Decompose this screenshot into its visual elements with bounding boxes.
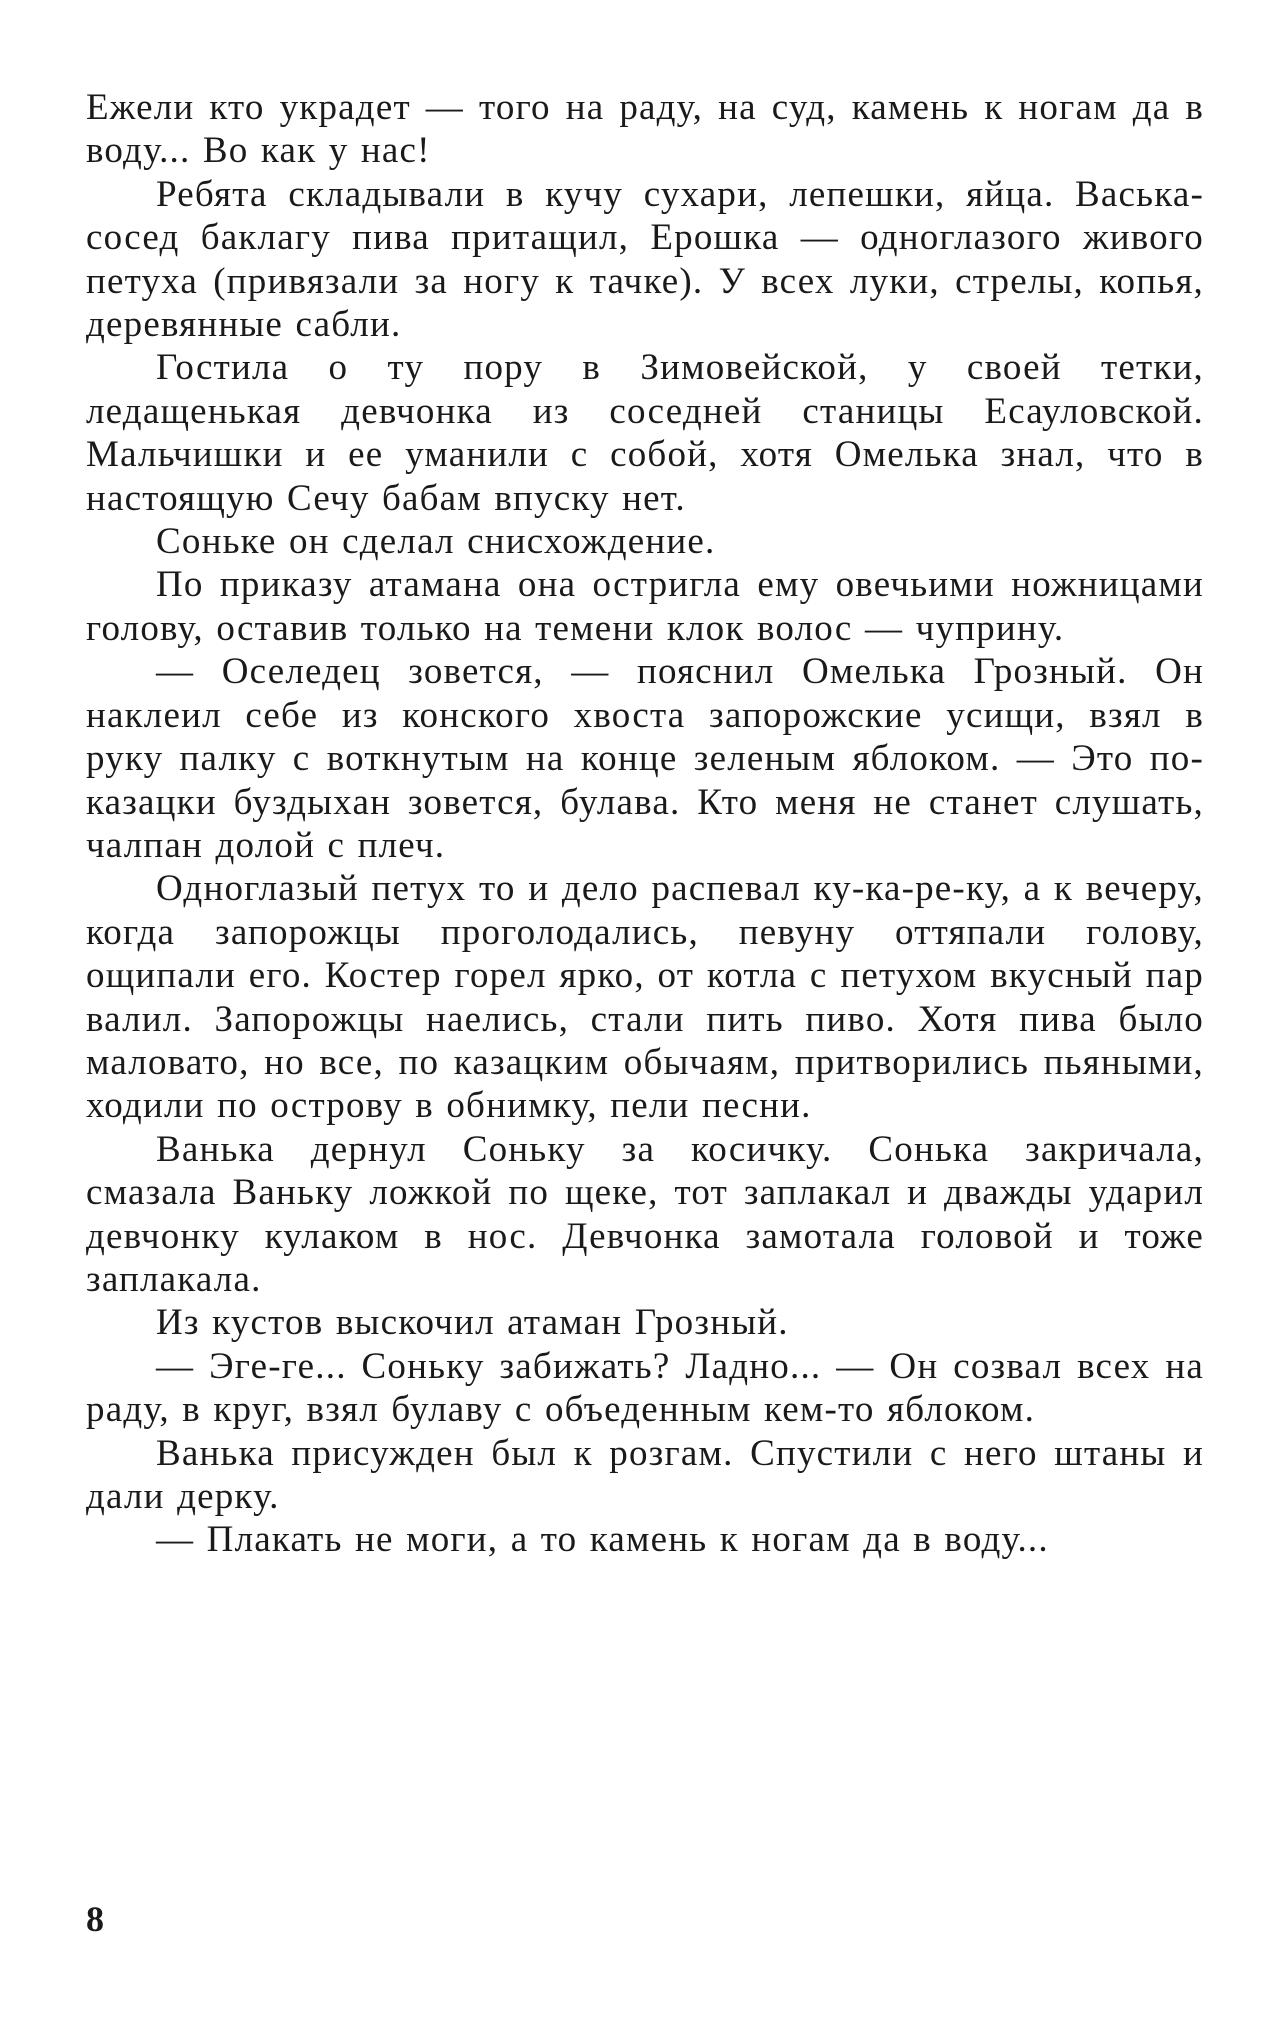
paragraph-1: Ежели кто украдет — того на раду, на суд, камень к ногам да в воду... Во как у нас! [86,87,1204,172]
paragraph-11: Ванька присужден был к розгам. Спустили с него штаны и дали дерку. [86,1432,1204,1517]
paragraph-2: Ребята складывали в кучу сухари, лепешки, яйца. Васька-сосед баклагу пива притащил, Ерошка — одноглазого живого петуха (привязали за ногу к тачке). У всех луки, стрелы, копья, деревянные сабли. [86,173,1204,346]
page-text [86,86,1204,1562]
paragraph-4: Соньке он сделал снисхождение. [156,521,716,563]
paragraph-9: Из кустов выскочил атаман Грозный. [156,1302,789,1344]
paragraph-6: — Оселедец зовется, — пояснил Омелька Грозный. Он наклеил себе из конского хвоста запорожские усищи, взял в руку палку с воткнутым на конце зеленым яблоком. — Это по-казацки буздыхан зовется, булава. Кто меня не станет слушать, чалпан долой с плеч. [86,651,1204,866]
paragraph-3: Гостила о ту пору в Зимовейской, у своей тетки, ледащенькая девчонка из соседней станицы Есауловской. Мальчишки и ее уманили с собой, хотя Омелька знал, что в настоящую Сечу бабам впуску нет. [86,347,1204,519]
page-number: 8 [86,1899,104,1939]
paragraph-12: — Плакать не моги, а то камень к ногам да в воду... [156,1519,1049,1561]
paragraph-10: — Эге-ге... Соньку забижать? Ладно... — Он созвал всех на раду, в круг, взял булаву с объеденным кем-то яблоком. [86,1345,1204,1431]
paragraph-8: Ванька дернул Соньку за косичку. Сонька закричала, смазала Ваньку ложкой по щеке, тот заплакал и дважды ударил девчонку кулаком в нос. Девчонка замотала головой и тоже заплакала. [86,1128,1204,1300]
paragraph-5: По приказу атамана она остригла ему овечьими ножницами голову, оставив только на темени клок волос — чуприну. [86,564,1204,649]
paragraph-7: Одноглазый петух то и дело распевал ку-ка-ре-ку, а к вечеру, когда запорожцы проголодались, певуну оттяпали голову, ощипали его. Костер горел ярко, от котла с петухом вкусный пар валил. Запорожцы наелись, стали пить пиво. Хотя пива было маловато, но все, по казацким обычаям, притворились пьяными, ходили по острову в обнимку, пели песни. [86,868,1204,1127]
